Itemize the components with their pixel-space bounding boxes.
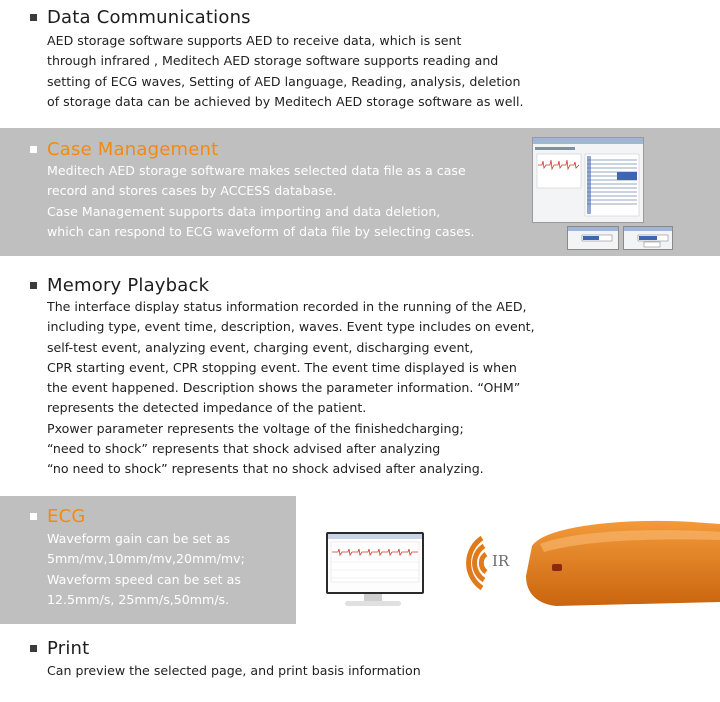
gain-dialog-thumbnail: [567, 226, 619, 250]
section-memory-playback: [0, 262, 720, 492]
square-bullet-icon: [30, 645, 37, 652]
section-body: The interface display status information recorded in the running of the AED, including type, event time, description, waves. Event type includes on event, self-test event, analyzing event, charging event, discharging event, CPR starting event, CPR stopping event. The event time displayed is when the event happened. Description shows the parameter information. “OHM” represents the detected impedance of the patient. Pxower parameter represents the voltage of the finishedcharging; “need to shock” represents that shock advised after analyzing “no need to shock” represents that no shock advised after analyzing.: [47, 299, 535, 477]
infrared-signal-icon: [446, 532, 492, 594]
ir-label: IR: [492, 552, 510, 570]
section-title: ECG: [47, 506, 86, 527]
section-body: Can preview the selected page, and print basis information: [47, 663, 421, 678]
monitor-icon: [326, 532, 424, 594]
dialog-icon: [568, 227, 618, 249]
section-title: Print: [47, 638, 90, 659]
aed-device-icon: [516, 516, 720, 610]
speed-dialog-thumbnail: [623, 226, 673, 250]
section-body: Meditech AED storage software makes selected data file as a case record and stores cases by ACCESS database. Case Management supports data importing and data deletion, which can respond to ECG waveform of data file by selecting cases.: [47, 163, 475, 239]
square-bullet-icon: [30, 14, 37, 21]
square-bullet-icon: [30, 513, 37, 520]
section-title: Memory Playback: [47, 275, 210, 296]
section-print: [0, 630, 720, 702]
section-title: Case Management: [47, 139, 219, 160]
square-bullet-icon: [30, 282, 37, 289]
dialog-icon: [624, 227, 672, 249]
ecg-screen-icon: [328, 534, 422, 592]
section-title: Data Communications: [47, 7, 251, 28]
case-management-screenshot: [532, 137, 644, 223]
section-body: Waveform gain can be set as 5mm/mv,10mm/mv,20mm/mv; Waveform speed can be set as 12.5mm/s, 25mm/s,50mm/s.: [47, 531, 245, 607]
square-bullet-icon: [30, 146, 37, 153]
software-window-icon: [533, 138, 643, 222]
section-data-communications: [0, 0, 720, 125]
section-body: AED storage software supports AED to receive data, which is sent through infrared , Meditech AED storage software supports reading and setting of ECG waves, Setting of AED language, Reading, analysis, deletion of storage data can be achieved by Meditech AED storage software as well.: [47, 33, 524, 109]
monitor-base: [345, 601, 401, 606]
